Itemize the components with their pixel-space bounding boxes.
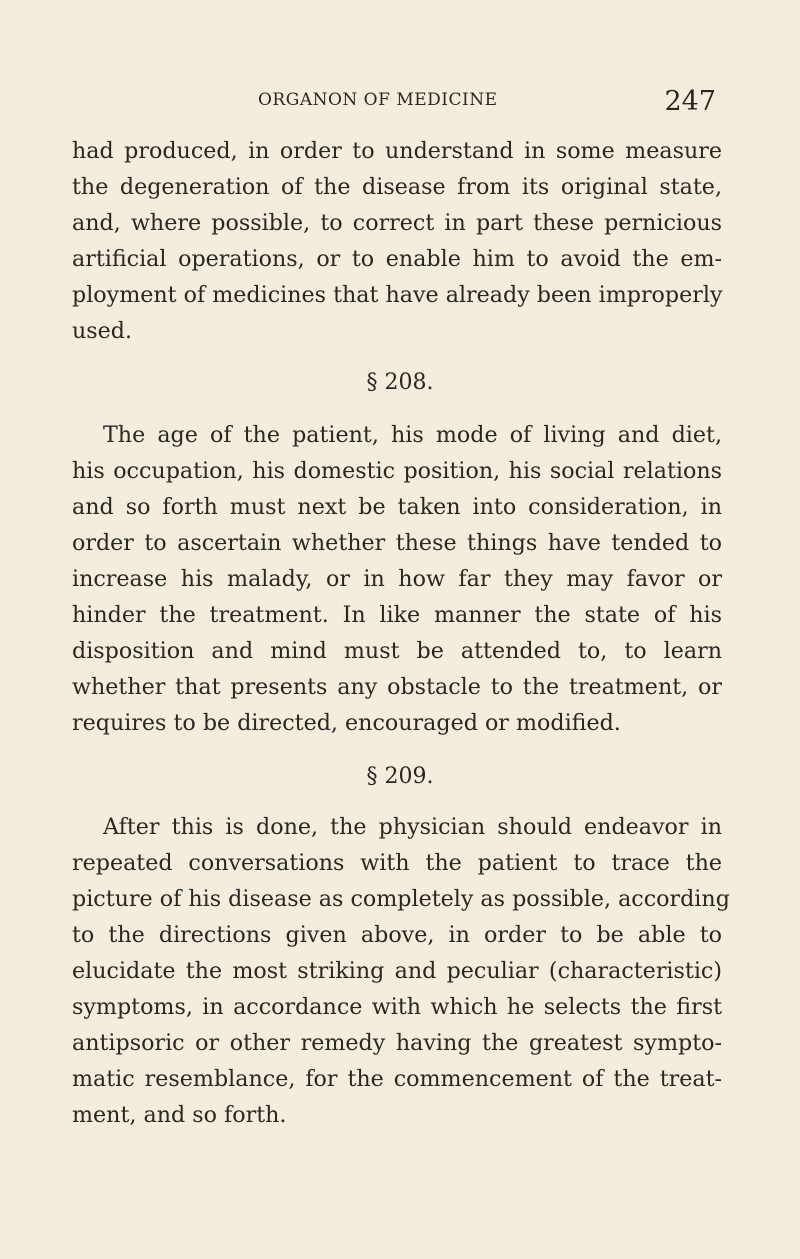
- running-title: ORGANON OF MEDICINE: [258, 90, 498, 110]
- section-heading-209: § 209.: [366, 764, 434, 789]
- text-line: The age of the patient, his mode of living and diet,: [103, 422, 722, 448]
- text-line: had produced, in order to understand in some measure: [72, 138, 722, 164]
- text-line: his occupation, his domestic position, his social relations: [72, 458, 722, 484]
- text-line: antipsoric or other remedy having the greatest sympto-: [72, 1030, 722, 1056]
- text-line: matic resemblance, for the commencement of the treat-: [72, 1066, 722, 1092]
- text-line: ment, and so forth.: [72, 1102, 287, 1128]
- text-line: hinder the treatment. In like manner the state of his: [72, 602, 722, 628]
- text-line: repeated conversations with the patient to trace the: [72, 850, 722, 876]
- text-line: and so forth must next be taken into consideration, in: [72, 494, 722, 520]
- text-line: disposition and mind must be attended to, to learn: [72, 638, 722, 664]
- section-heading-208: § 208.: [366, 370, 434, 395]
- text-line: the degeneration of the disease from its original state,: [72, 174, 722, 200]
- page-header: [72, 86, 716, 120]
- text-line: to the directions given above, in order to be able to: [72, 922, 722, 948]
- text-line: order to ascertain whether these things have tended to: [72, 530, 722, 556]
- text-line: symptoms, in accordance with which he selects the first: [72, 994, 722, 1020]
- text-line: whether that presents any obstacle to the treatment, or: [72, 674, 722, 700]
- text-line: ployment of medicines that have already been improperly: [72, 282, 723, 308]
- text-line: picture of his disease as completely as possible, according: [72, 886, 730, 912]
- text-line: and, where possible, to correct in part these pernicious: [72, 210, 722, 236]
- text-line: artificial operations, or to enable him to avoid the em-: [72, 246, 722, 272]
- text-line: requires to be directed, encouraged or modified.: [72, 710, 621, 736]
- text-line: elucidate the most striking and peculiar (characteristic): [72, 958, 722, 984]
- page-number: 247: [664, 86, 716, 117]
- text-line: increase his malady, or in how far they may favor or: [72, 566, 722, 592]
- text-line: used.: [72, 318, 133, 344]
- text-line: After this is done, the physician should endeavor in: [103, 814, 722, 840]
